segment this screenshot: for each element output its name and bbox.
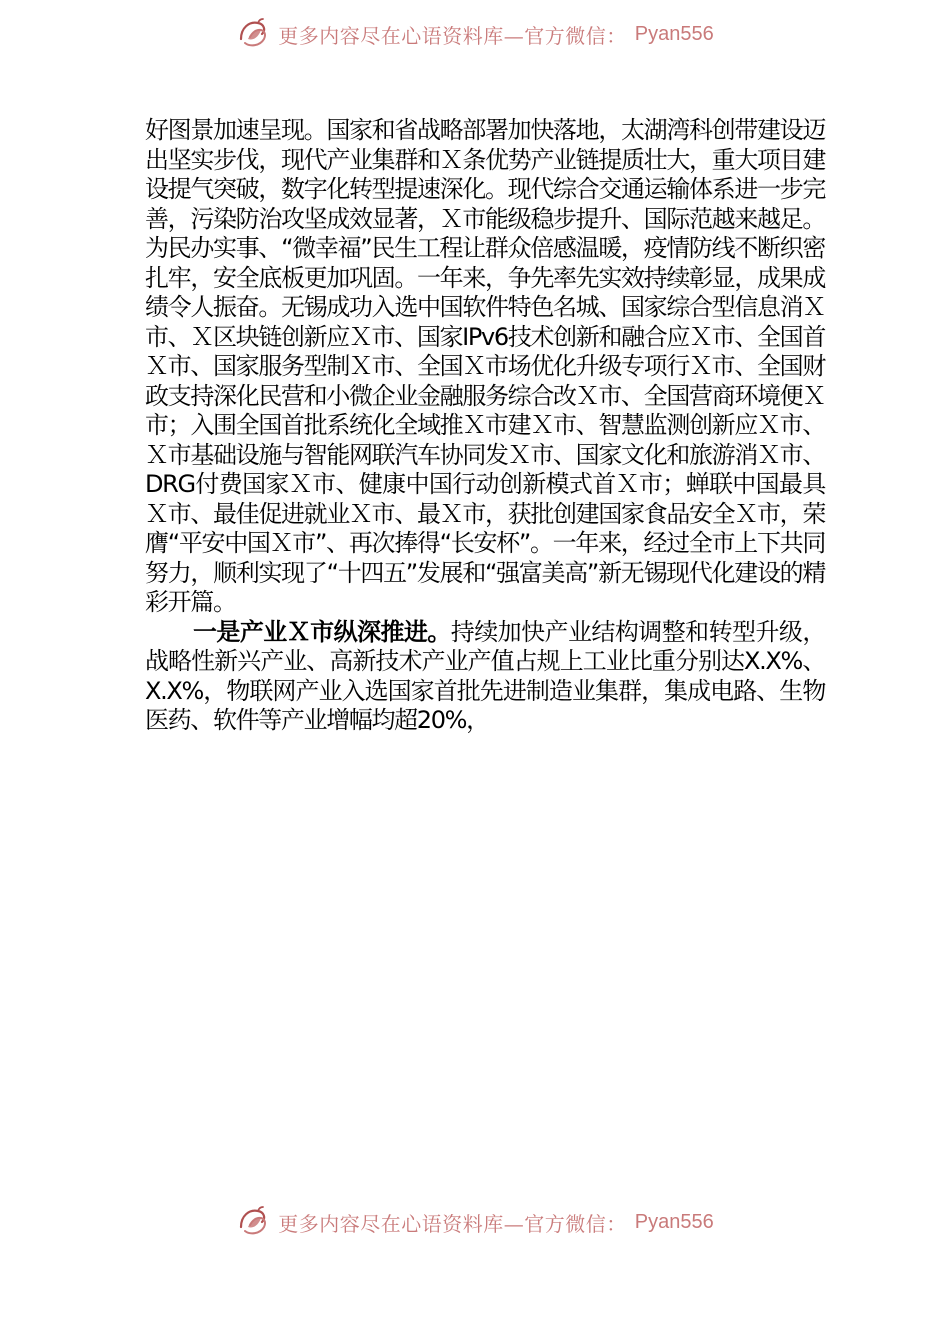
banner-text: 更多内容尽在心语资料库—官方微信： bbox=[278, 1211, 627, 1236]
footer-watermark-banner bbox=[0, 1202, 950, 1242]
paragraph-lead-heading: 一是产业Ｘ市纵深推进。 bbox=[193, 617, 451, 646]
banner-wechat-handle: Pyan556 bbox=[634, 22, 714, 45]
pepper-logo-icon bbox=[236, 17, 270, 51]
body-paragraph-2 bbox=[145, 618, 825, 736]
document-body bbox=[145, 116, 825, 736]
banner-text: 更多内容尽在心语资料库—官方微信： bbox=[278, 23, 627, 48]
header-watermark-banner bbox=[0, 14, 950, 54]
pepper-logo-icon bbox=[236, 1205, 270, 1239]
body-paragraph-1: 好图景加速呈现。国家和省战略部署加快落地，太湖湾科创带建设迈出坚实步伐，现代产业集群和Ｘ条优势产业链提质壮大，重大项目建设提气突破，数字化转型提速深化。现代综合交通运输体系进一步完善，污染防治攻坚成效显著，Ｘ市能级稳步提升、国际范越来越足。为民办实事、“微幸福”民生工程让群众倍感温暖，疫情防线不断织密扎牢，安全底板更加巩固。一年来，争先率先实效持续彰显，成果成绩令人振奋。无锡成功入选中国软件特色名城、国家综合型信息消Ｘ市、Ｘ区块链创新应Ｘ市、国家IPv6技术创新和融合应Ｘ市、全国首Ｘ市、国家服务型制Ｘ市、全国Ｘ市场优化升级专项行Ｘ市、全国财政支持深化民营和小微企业金融服务综合改Ｘ市、全国营商环境便Ｘ市；入围全国首批系统化全域推Ｘ市建Ｘ市、智慧监测创新应Ｘ市、Ｘ市基础设施与智能网联汽车协同发Ｘ市、国家文化和旅游消Ｘ市、DRG付费国家Ｘ市、健康中国行动创新模式首Ｘ市；蝉联中国最具Ｘ市、最佳促进就业Ｘ市、最Ｘ市，获批创建国家食品安全Ｘ市，荣膺“平安中国Ｘ市”、再次捧得“长安杯”。一年来，经过全市上下共同努力，顺利实现了“十四五”发展和“强富美高”新无锡现代化建设的精彩开篇。 bbox=[145, 116, 825, 616]
paragraph-2-text: 持续加快产业结构调整和转型升级，战略性新兴产业、高新技术产业产值占规上工业比重分别达X.X%、X.X%，物联网产业入选国家首批先进制造业集群，集成电路、生物医药、软件等产业增幅均超20%， bbox=[145, 617, 825, 734]
banner-wechat-handle: Pyan556 bbox=[634, 1210, 714, 1233]
